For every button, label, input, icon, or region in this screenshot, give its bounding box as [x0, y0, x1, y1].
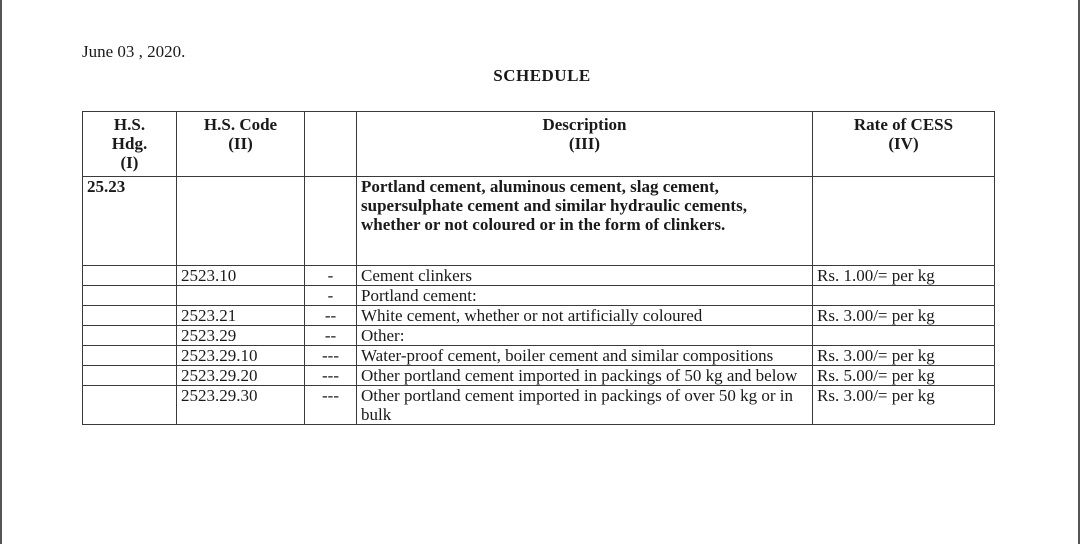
header-hs-hdg	[83, 112, 177, 177]
cell-rate: Rs. 3.00/= per kg	[813, 386, 995, 425]
cell-hdg	[83, 366, 177, 386]
cell-description: Portland cement, aluminous cement, slag cement, supersulphate cement and similar hydraulic cements, whether or not coloured or in the form of clinkers.	[357, 177, 813, 266]
cell-description: Water-proof cement, boiler cement and similar compositions	[357, 346, 813, 366]
header-hs-hdg-line1: H.S.	[113, 115, 146, 134]
cell-hdg: 25.23	[83, 177, 177, 266]
table-row	[83, 326, 995, 346]
cell-dash: -	[305, 266, 357, 286]
cell-rate: Rs. 3.00/= per kg	[813, 346, 995, 366]
cell-rate: Rs. 5.00/= per kg	[813, 366, 995, 386]
cell-code: 2523.29.20	[177, 366, 305, 386]
cell-rate	[813, 286, 995, 306]
header-rate-line1: Rate of CESS	[853, 115, 954, 134]
table-row	[83, 366, 995, 386]
cell-code	[177, 286, 305, 306]
table-row	[83, 266, 995, 286]
table-row	[83, 386, 995, 425]
cell-description: Other portland cement imported in packings of 50 kg and below	[357, 366, 813, 386]
table-row	[83, 286, 995, 306]
header-rate	[813, 112, 995, 177]
document-date: June 03 , 2020.	[82, 42, 186, 61]
header-hs-code-line1: H.S. Code	[203, 115, 278, 134]
cell-hdg	[83, 346, 177, 366]
header-description-line1: Description	[542, 115, 627, 134]
header-hs-code-line2: (II)	[228, 134, 253, 153]
cell-dash	[305, 177, 357, 266]
cell-dash: --	[305, 326, 357, 346]
table-header-row	[83, 112, 995, 177]
header-rate-line2: (IV)	[888, 134, 919, 153]
cell-hdg	[83, 386, 177, 425]
cell-code: 2523.21	[177, 306, 305, 326]
cell-code: 2523.10	[177, 266, 305, 286]
cell-dash: ---	[305, 386, 357, 425]
cell-description: White cement, whether or not artificially coloured	[357, 306, 813, 326]
cell-dash: ---	[305, 366, 357, 386]
cell-rate	[813, 177, 995, 266]
header-dash	[305, 112, 357, 177]
cell-rate: Rs. 1.00/= per kg	[813, 266, 995, 286]
header-hs-code	[177, 112, 305, 177]
cell-rate: Rs. 3.00/= per kg	[813, 306, 995, 326]
table-row	[83, 346, 995, 366]
cell-hdg	[83, 306, 177, 326]
cell-code	[177, 177, 305, 266]
schedule-title: SCHEDULE	[493, 66, 591, 85]
cell-code: 2523.29.30	[177, 386, 305, 425]
cell-description: Other portland cement imported in packings of over 50 kg or in bulk	[357, 386, 813, 425]
cell-code: 2523.29	[177, 326, 305, 346]
cell-hdg	[83, 286, 177, 306]
cell-description: Cement clinkers	[357, 266, 813, 286]
cell-dash: ---	[305, 346, 357, 366]
cell-rate	[813, 326, 995, 346]
header-description-line2: (III)	[568, 134, 601, 153]
cell-dash: -	[305, 286, 357, 306]
header-description	[357, 112, 813, 177]
table-row	[83, 306, 995, 326]
cell-code: 2523.29.10	[177, 346, 305, 366]
cell-hdg	[83, 266, 177, 286]
cell-description: Portland cement:	[357, 286, 813, 306]
cell-dash: --	[305, 306, 357, 326]
table-row	[83, 177, 995, 266]
cell-description: Other:	[357, 326, 813, 346]
header-hs-hdg-line2: Hdg.	[111, 134, 148, 153]
cell-hdg	[83, 326, 177, 346]
schedule-table	[82, 111, 995, 425]
header-hs-hdg-line3: (I)	[120, 153, 139, 172]
